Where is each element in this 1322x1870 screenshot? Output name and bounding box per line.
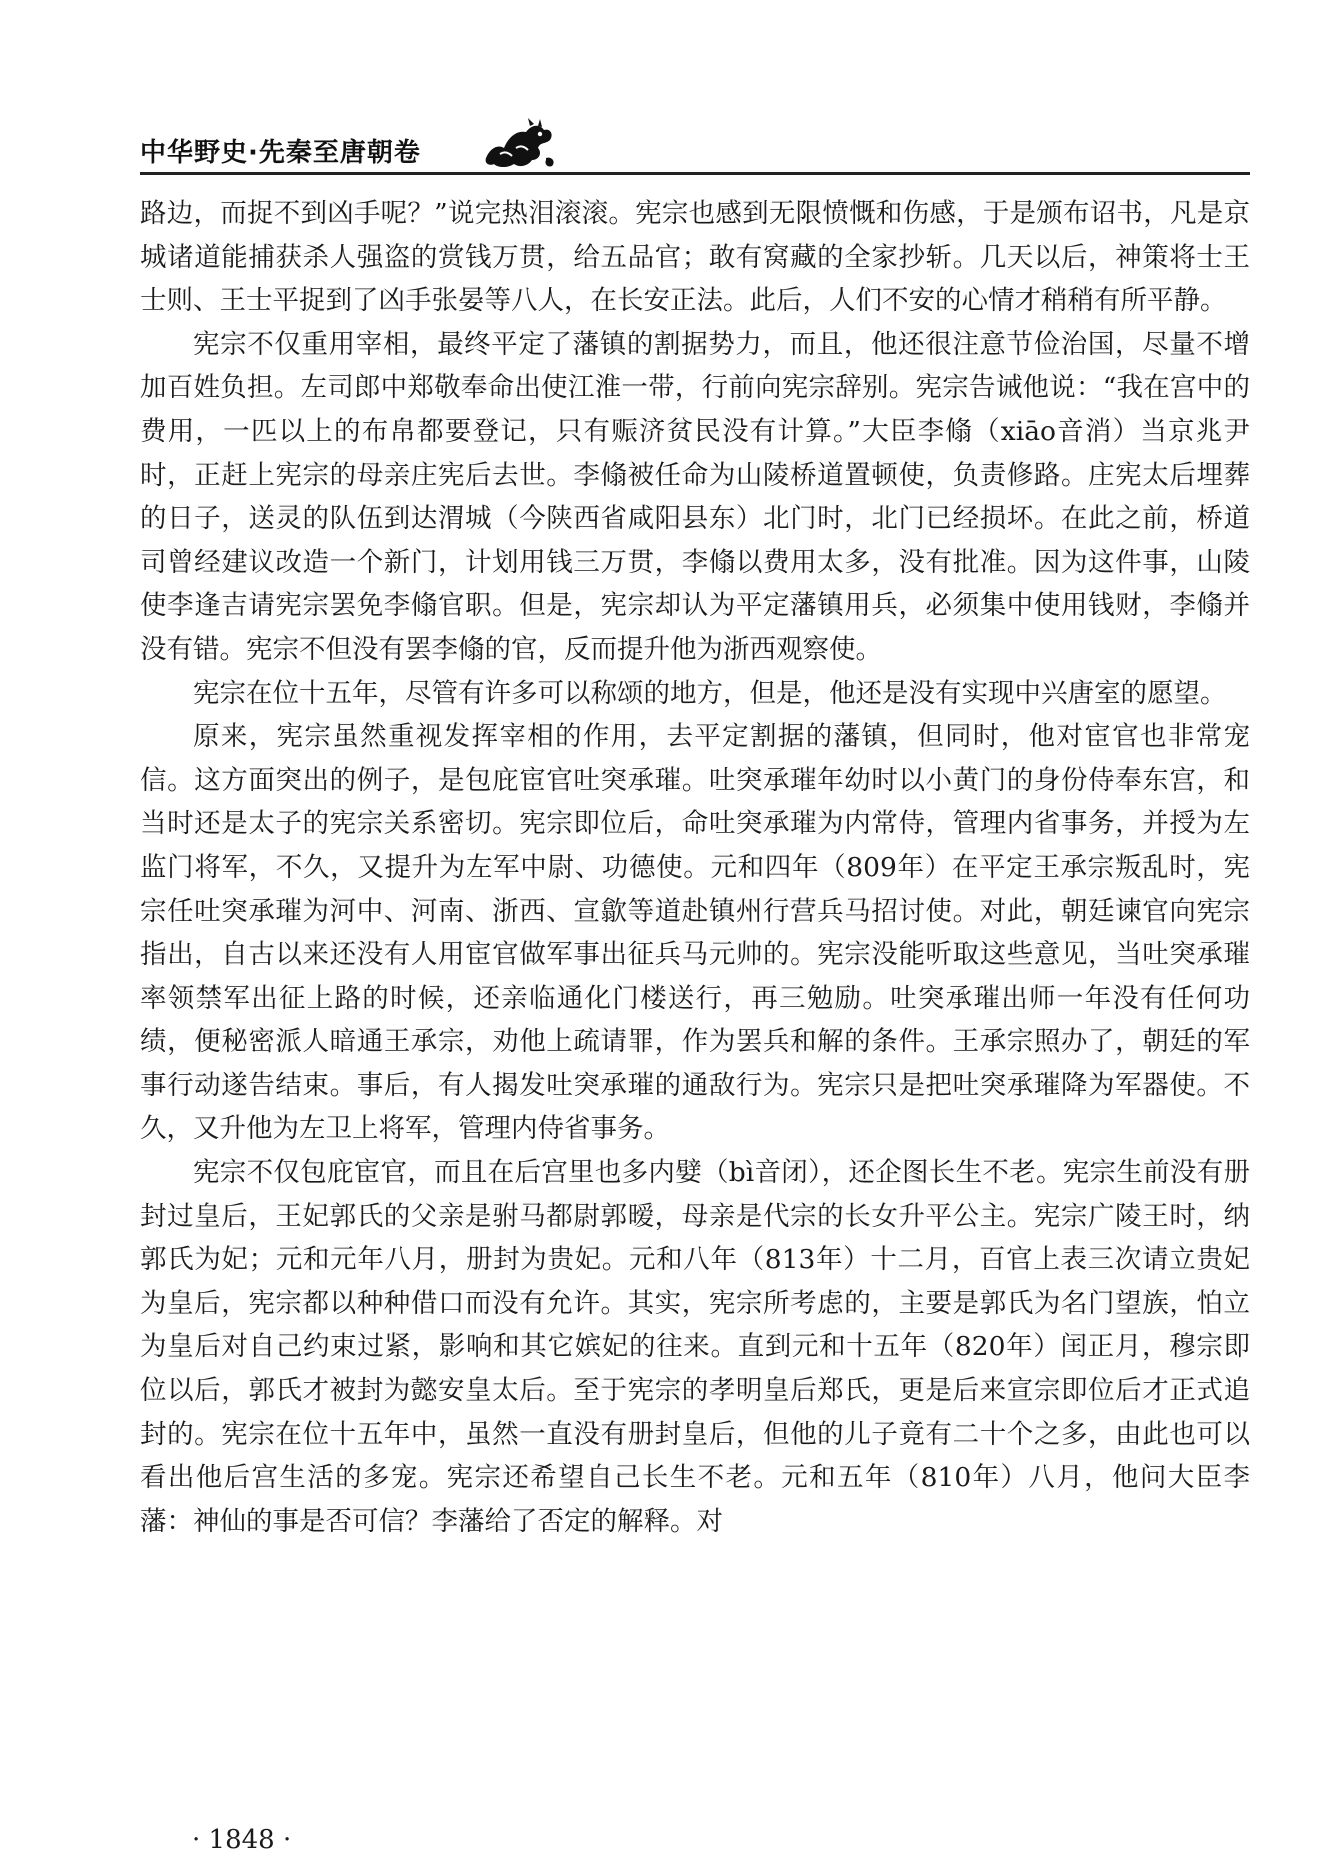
paragraph: 路边，而捉不到凶手呢？”说完热泪滚滚。宪宗也感到无限愤慨和伤感，于是颁布诏书，凡是京城诸道能捕获杀人强盗的赏钱万贯，给五品官；敢有窝藏的全家抄斩。几天以后，神策将士王士则、王士平捉到了凶手张晏等八人，在长安正法。此后，人们不安的心情才稍稍有所平静。 [140, 198, 1251, 317]
paragraph: 原来，宪宗虽然重视发挥宰相的作用，去平定割据的藩镇，但同时，他对宦官也非常宠信。这方面突出的例子，是包庇宦官吐突承璀。吐突承璀年幼时以小黄门的身份侍奉东宫，和当时还是太子的宪宗关系密切。宪宗即位后，命吐突承璀为内常侍，管理内省事务，并授为左监门将军，不久，又提升为左军中尉、功德使。元和四年（809年）在平定王承宗叛乱时，宪宗任吐突承璀为河中、河南、浙西、宣歙等道赴镇州行营兵马招讨使。对此，朝廷谏官向宪宗指出，自古以来还没有人用宦官做军事出征兵马元帅的。宪宗没能听取这些意见，当吐突承璀率领禁军出征上路的时候，还亲临通化门楼送行，再三勉励。吐突承璀出师一年没有任何功绩，便秘密派人暗通王承宗，劝他上疏请罪，作为罢兵和解的条件。王承宗照办了，朝廷的军事行动遂告结束。事后，有人揭发吐突承璀的通敌行为。宪宗只是把吐突承璀降为军器使。不久，又升他为左卫上将军，管理内侍省事务。 [140, 721, 1250, 1145]
book-title: 中华野史·先秦至唐朝卷 [140, 138, 421, 168]
paragraph: 宪宗不仅包庇宦官，而且在后宫里也多内嬖（bì音闭），还企图长生不老。宪宗生前没有册封过皇后，王妃郭氏的父亲是驸马都尉郭暧，母亲是代宗的长女升平公主。宪宗广陵王时，纳郭氏为妃；元和元年八月，册封为贵妃。元和八年（813年）十二月，百官上表三次请立贵妃为皇后，宪宗都以种种借口而没有允许。其实，宪宗所考虑的，主要是郭氏为名门望族，怕立为皇后对自己约束过紧，影响和其它嫔妃的往来。直到元和十五年（820年）闰正月，穆宗即位以后，郭氏才被封为懿安皇太后。至于宪宗的孝明皇后郑氏，更是后来宣宗即位后才正式追封的。宪宗在位十五年中，虽然一直没有册封皇后，但他的儿子竟有二十个之多，由此也可以看出他后宫生活的多宠。宪宗还希望自己长生不老。元和五年（810年）八月，他问大臣李藩：神仙的事是否可信？李藩给了否定的解释。对 [140, 1157, 1250, 1537]
paragraph: 宪宗不仅重用宰相，最终平定了藩镇的割据势力，而且，他还很注意节俭治国，尽量不增加百姓负担。左司郎中郑敬奉命出使江淮一带，行前向宪宗辞别。宪宗告诫他说：“我在宫中的费用，一匹以上的布帛都要登记，只有赈济贫民没有计算。”大臣李翛（xiāo音消）当京兆尹时，正赶上宪宗的母亲庄宪后去世。李翛被任命为山陵桥道置顿使，负责修路。庄宪太后埋葬的日子，送灵的队伍到达渭城（今陕西省咸阳县东）北门时，北门已经损坏。在此之前，桥道司曾经建议改造一个新门，计划用钱三万贯，李翛以费用太多，没有批准。因为这件事，山陵使李逢吉请宪宗罢免李翛官职。但是，宪宗却认为平定藩镇用兵，必须集中使用钱财，李翛并没有错。宪宗不但没有罢李翛的官，反而提升他为浙西观察使。 [140, 328, 1250, 665]
body-text [140, 192, 1250, 1543]
header-rule [140, 172, 1250, 175]
running-header [140, 124, 1250, 174]
page-number: · 1848 · [192, 1825, 292, 1855]
paragraph: 宪宗在位十五年，尽管有许多可以称颂的地方，但是，他还是没有实现中兴唐室的愿望。 [193, 677, 1227, 709]
dragon-icon [480, 118, 558, 172]
